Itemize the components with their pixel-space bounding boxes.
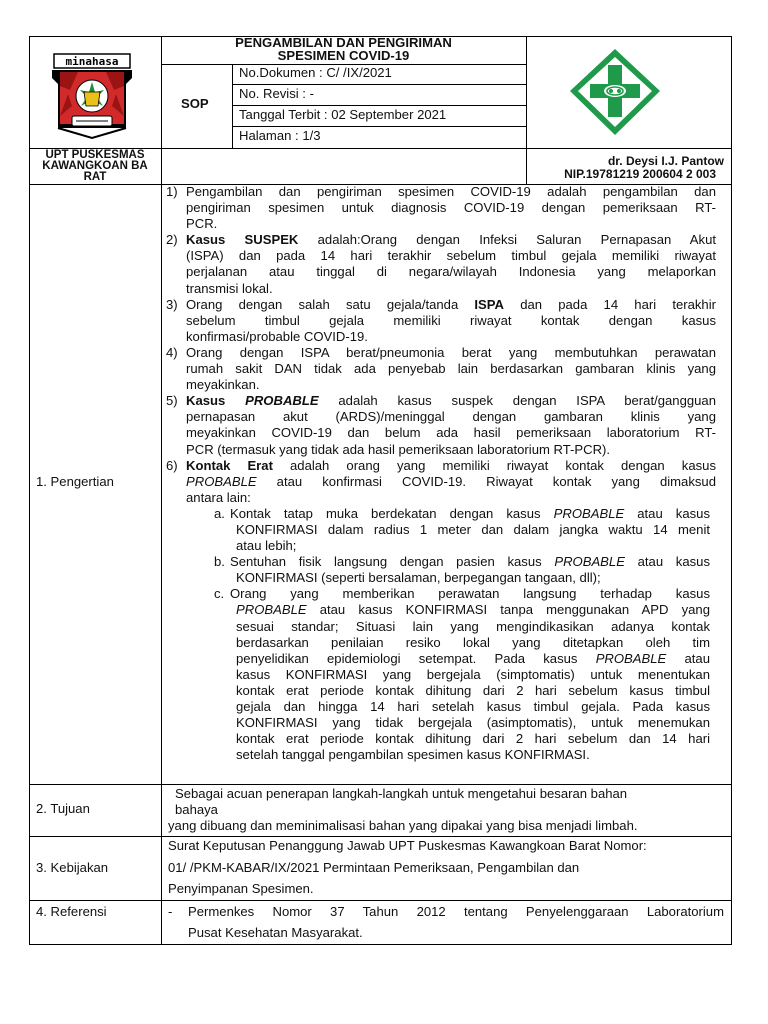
definition-2 bbox=[160, 232, 716, 296]
definition-line: (ISPA) dan pada 14 hari terakhir sebelum timbul gejala memiliki riwayat bbox=[186, 248, 716, 264]
definition-line: Kasus SUSPEK adalah:Orang dengan Infeksi Saluran Pernapasan Akut bbox=[186, 232, 716, 248]
definition-line: konfirmasi/probable COVID-19. bbox=[186, 328, 368, 344]
unit-name-line1: UPT PUSKESMAS bbox=[45, 149, 145, 161]
kebijakan-line3: Penyimpanan Spesimen. bbox=[168, 881, 314, 896]
definition-line: PCR (termasuk yang tidak ada hasil pemeriksaan laboratorium RT-PCR). bbox=[186, 441, 611, 457]
definition-line: berdasarkan penilaian resiko lokal yang ditetapkan oleh tim bbox=[236, 634, 710, 650]
definition-number: 1) bbox=[166, 184, 178, 199]
document-title-line2: SPESIMEN COVID-19 bbox=[277, 48, 410, 63]
definition-line: kasus KONFIRMASI yang bergejala (simptomatis) untuk menentukan bbox=[236, 666, 710, 682]
definition-6c bbox=[214, 586, 710, 763]
definition-number: 5) bbox=[166, 393, 178, 409]
term-bold: Kasus SUSPEK bbox=[186, 232, 299, 248]
definition-number: 3) bbox=[166, 296, 178, 312]
definition-line: KONFIRMASI yang tidak bergejala (asimptomatis), untuk menemukan bbox=[236, 715, 710, 731]
doc-number-field: No.Dokumen : C/ /IX/2021 bbox=[239, 65, 392, 80]
definition-6 bbox=[160, 458, 716, 506]
definition-line: Pengambilan dan pengiriman spesimen COVID-19 adalah pengambilan dan bbox=[186, 184, 716, 199]
rule-pengertian-bottom bbox=[29, 784, 731, 785]
emblem-label: minahasa bbox=[65, 55, 119, 68]
rule-doc-number bbox=[232, 84, 526, 85]
definition-line: penyelidikan epidemiologi setempat. Pada kasus PROBABLE atau bbox=[236, 650, 710, 666]
revision-field: No. Revisi : - bbox=[239, 86, 314, 101]
rule-revision bbox=[232, 105, 526, 106]
definition-line: perjalanan atau tinggal di negara/wilayah Indonesia yang melaporkan bbox=[186, 264, 716, 280]
definition-6a bbox=[214, 505, 711, 554]
definition-line: pernapasan akut (ARDS)/meninggal dengan gambaran klinis yang bbox=[186, 409, 716, 425]
definition-number: 4) bbox=[166, 344, 178, 360]
definition-1 bbox=[160, 184, 716, 232]
definition-4 bbox=[160, 345, 716, 393]
kebijakan-line1: Surat Keputusan Penanggung Jawab UPT Puskesmas Kawangkoan Barat Nomor: bbox=[168, 838, 647, 853]
definition-line: Orang dengan ISPA berat/pneumonia berat yang membutuhkan perawatan bbox=[186, 344, 716, 360]
table-border-right bbox=[731, 36, 732, 945]
tujuan-line2: bahaya bbox=[175, 802, 218, 817]
definition-6b bbox=[214, 554, 710, 586]
definition-line: atau lebih; bbox=[236, 538, 297, 554]
definition-line: PROBABLE atau kasus KONFIRMASI tanpa menggunakan APD yang bbox=[236, 602, 710, 618]
sub-item-letter: a. bbox=[214, 505, 225, 521]
definition-line: rumah sakit DAN tidak ada penyebab lain berdasarkan gambaran klinis yang bbox=[186, 361, 716, 377]
sop-label: SOP bbox=[181, 96, 209, 111]
definition-line: Sentuhan fisik langsung dengan pasien kasus PROBABLE atau kasus bbox=[230, 554, 710, 570]
definition-line: transmisi lokal. bbox=[186, 280, 273, 296]
unit-name-line3: RAT bbox=[83, 171, 107, 183]
definition-line: Kasus PROBABLE adalah kasus suspek dengan ISPA berat/gangguan bbox=[186, 393, 716, 409]
definition-number: 2) bbox=[166, 232, 178, 248]
definition-line: kontak erat periode kontak dihitung dari 2 hari sebelum dan 14 hari bbox=[236, 731, 710, 747]
signer-name: dr. Deysi I.J. Pantow bbox=[607, 154, 724, 168]
definitions-list bbox=[160, 184, 716, 763]
definition-line: PCR. bbox=[186, 216, 218, 232]
definition-5 bbox=[160, 393, 716, 457]
definition-line: sesuai standar; Situasi lain yang mengindikasikan adanya kontak bbox=[236, 618, 710, 634]
term-bold-italic: PROBABLE bbox=[245, 393, 319, 409]
definition-line: gejala dan hingga 14 hari setelah kasus timbul gejala. Pada kasus bbox=[236, 699, 710, 714]
rule-issue-date bbox=[232, 126, 526, 127]
definition-line: sebelum timbul gejala memiliki riwayat kontak dengan kasus bbox=[186, 312, 716, 328]
section-label-referensi: 4. Referensi bbox=[36, 904, 107, 919]
section-label-kebijakan: 3. Kebijakan bbox=[36, 860, 109, 875]
puskesmas-logo bbox=[568, 47, 662, 137]
definition-line: setelah tanggal pengambilan spesimen kasus KONFIRMASI. bbox=[236, 747, 590, 763]
table-border-bottom bbox=[29, 944, 731, 945]
term-bold: Kontak Erat bbox=[186, 457, 273, 473]
signer-nip: NIP.19781219 200604 2 003 bbox=[564, 167, 716, 181]
definition-line: meyakinkan. bbox=[186, 377, 260, 393]
definition-line: Kontak Erat adalah orang yang memiliki riwayat kontak dengan kasus bbox=[186, 457, 716, 473]
definition-line: Orang dengan salah satu gejala/tanda ISPA dan pada 14 hari terakhir bbox=[186, 296, 716, 312]
definition-3 bbox=[160, 297, 716, 345]
rule-tujuan-bottom bbox=[29, 836, 731, 837]
sub-item-letter: c. bbox=[214, 586, 225, 602]
sub-item-letter: b. bbox=[214, 554, 225, 570]
definition-number: 6) bbox=[166, 457, 178, 473]
section-label-pengertian: 1. Pengertian bbox=[36, 474, 114, 489]
definition-line: Orang yang memberikan perawatan langsung terhadap kasus bbox=[230, 586, 710, 602]
col-divider-sop bbox=[232, 64, 233, 148]
referensi-dash: - bbox=[168, 904, 173, 919]
tujuan-line3: yang dibuang dan meminimalisasi bahan yang dipakai yang bisa menjadi limbah. bbox=[168, 818, 638, 833]
issue-date-field: Tanggal Terbit : 02 September 2021 bbox=[239, 107, 447, 122]
minahasa-emblem bbox=[48, 50, 136, 140]
term-italic: PROBABLE bbox=[186, 473, 257, 489]
definition-line: meyakinkan COVID-19 dan belum ada hasil pemeriksaan laboratorium RT- bbox=[186, 425, 716, 441]
rule-kebijakan-bottom bbox=[29, 900, 731, 901]
term-bold: Kasus bbox=[186, 393, 246, 409]
referensi-line1: Permenkes Nomor 37 Tahun 2012 tentang Penyelenggaraan Laboratorium bbox=[188, 904, 724, 919]
term-bold: ISPA bbox=[474, 296, 505, 312]
definition-line: PROBABLE atau konfirmasi COVID-19. Riwayat kontak yang dimaksud bbox=[186, 473, 716, 489]
definition-line: Kontak tatap muka berdekatan dengan kasus PROBABLE atau kasus bbox=[230, 505, 711, 521]
definition-line: KONFIRMASI dalam radius 1 meter dan dalam jangka waktu 14 menit bbox=[236, 521, 710, 537]
tujuan-line1: Sebagai acuan penerapan langkah-langkah untuk mengetahui besaran bahan bbox=[175, 786, 628, 801]
definition-line: KONFIRMASI (seperti bersalaman, berpegangan tangaan, dll); bbox=[236, 570, 601, 586]
kebijakan-line2: 01/ /PKM-KABAR/IX/2021 Permintaan Pemeriksaan, Pengambilan dan bbox=[168, 860, 580, 875]
page-field: Halaman : 1/3 bbox=[239, 128, 321, 143]
definition-line: kontak erat periode kontak dihitung dari 2 hari sebelum kasus timbul bbox=[236, 682, 710, 698]
definition-line: antara lain: bbox=[186, 489, 251, 505]
unit-name-line2: KAWANGKOAN BA bbox=[42, 160, 148, 172]
section-label-tujuan: 2. Tujuan bbox=[36, 801, 90, 816]
referensi-line2: Pusat Kesehatan Masyarakat. bbox=[188, 925, 363, 940]
definition-line: pengiriman spesimen untuk diagnosis COVID-19 dengan pemeriksaan RT- bbox=[186, 200, 716, 216]
document-title-line1: PENGAMBILAN DAN PENGIRIMAN bbox=[235, 35, 452, 50]
